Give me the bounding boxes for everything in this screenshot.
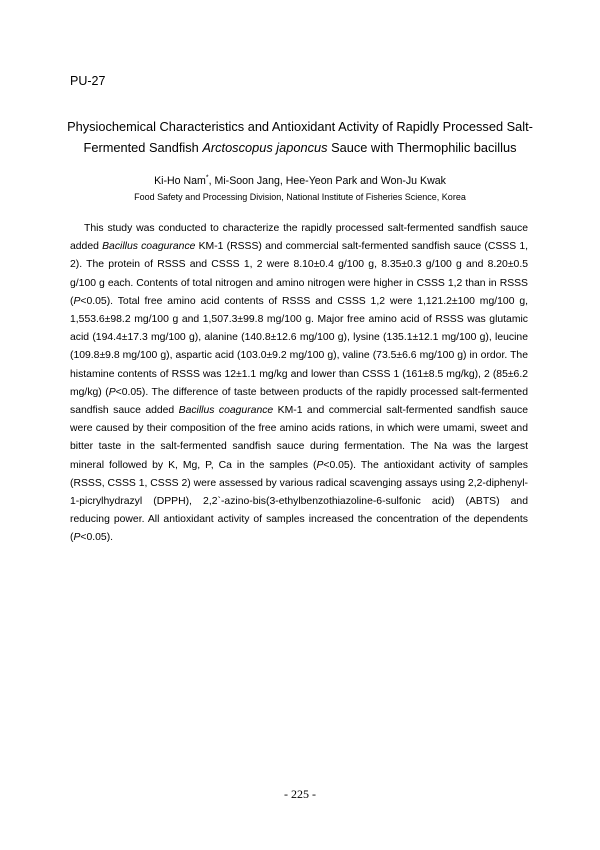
author-list	[40, 174, 560, 188]
abstract-italic: P	[73, 295, 81, 307]
abstract-text: KM-1 (RSSS) and commercial salt-fermented sandfish sauce (CSSS 1, 2). The protein of RSSS and CSSS 1, 2 were 8.10±0.4 g/100 g, 8.35±0.3 g/100 g and 8.20±0.5 g/100 g each. Contents of total nitrogen and amino nitrogen were higher in CSSS 1,2 than in RSSS (	[70, 241, 528, 307]
corresponding-author-mark: *	[205, 174, 209, 182]
abstract-italic: Bacillus coagurance	[102, 241, 196, 253]
page-number: - 225 -	[284, 787, 316, 801]
abstract-italic: P	[73, 532, 81, 544]
title-species-name: Arctoscopus japoncus	[202, 140, 328, 155]
abstract-italic: P	[316, 459, 324, 471]
title-line-1: Physiochemical Characteristics and Antioxidant Activity of Rapidly Processed Salt-	[67, 119, 533, 134]
abstract-text: KM-1 and commercial salt-fermented sandfish sauce were caused by their composition of the free amino acids rations, in which were umami, sweet and bitter taste in the salt-fermented sandfish sauce during fermentation. The Na was the largest mineral followed by K, Mg, P, Ca in the samples (	[70, 405, 528, 471]
author-affiliation: Food Safety and Processing Division, National Institute of Fisheries Science, Korea	[134, 192, 466, 202]
abstract-text: <0.05).	[80, 532, 114, 544]
title-line-2-post: Sauce with Thermophilic bacillus	[327, 140, 517, 155]
title-line-2-pre: Fermented Sandfish	[83, 140, 203, 155]
abstract-text: <0.05). Total free amino acid contents of RSSS and CSSS 1,2 were 1,121.2±100 mg/100 g, 1,553.6±98.2 mg/100 g and 1,507.3±99.8 mg/100 g. Major free amino acid of RSSS was glutamic acid (194.4±17.3 mg/100 g), alanine (140.8±12.6 mg/100 g), lysine (135.1±12.1 mg/100 g), leucine (109.8±9.8 mg/100 g), aspartic acid (103.0±9.2 mg/100 g), valine (73.5±6.6 mg/100 g) in ordor. The histamine contents of RSSS was 12±1.1 mg/kg and lower than CSSS 1 (161±8.5 mg/kg), 2 (85±6.2 mg/kg) (	[70, 295, 528, 398]
abstract-text: This study was conducted to characterize the rapidly processed salt-fermented sandfish sauce added	[70, 223, 528, 253]
abstract-italic: P	[108, 386, 116, 398]
paper-title	[40, 116, 560, 158]
abstract-text: <0.05). The difference of taste between products of the rapidly processed salt-fermented sandfish sauce added	[70, 386, 528, 417]
abstract-code: PU-27	[70, 74, 106, 88]
first-author: Ki-Ho Nam	[154, 175, 206, 187]
other-authors: , Mi-Soon Jang, Hee-Yeon Park and Won-Ju Kwak	[208, 175, 446, 187]
abstract-text: <0.05). The antioxidant activity of samples (RSSS, CSSS 1, CSSS 2) were assessed by various radical scavenging assays using 2,2-diphenyl-1-picrylhydrazyl (DPPH), 2,2`-azino-bis(3-ethylbenzothiazoline-6-sulfonic acid) (ABTS) and reducing power. All antioxidant activity of samples increased the concentration of the dependents (	[70, 459, 528, 544]
abstract-body	[70, 220, 528, 548]
abstract-italic: Bacillus coagurance	[178, 405, 274, 417]
